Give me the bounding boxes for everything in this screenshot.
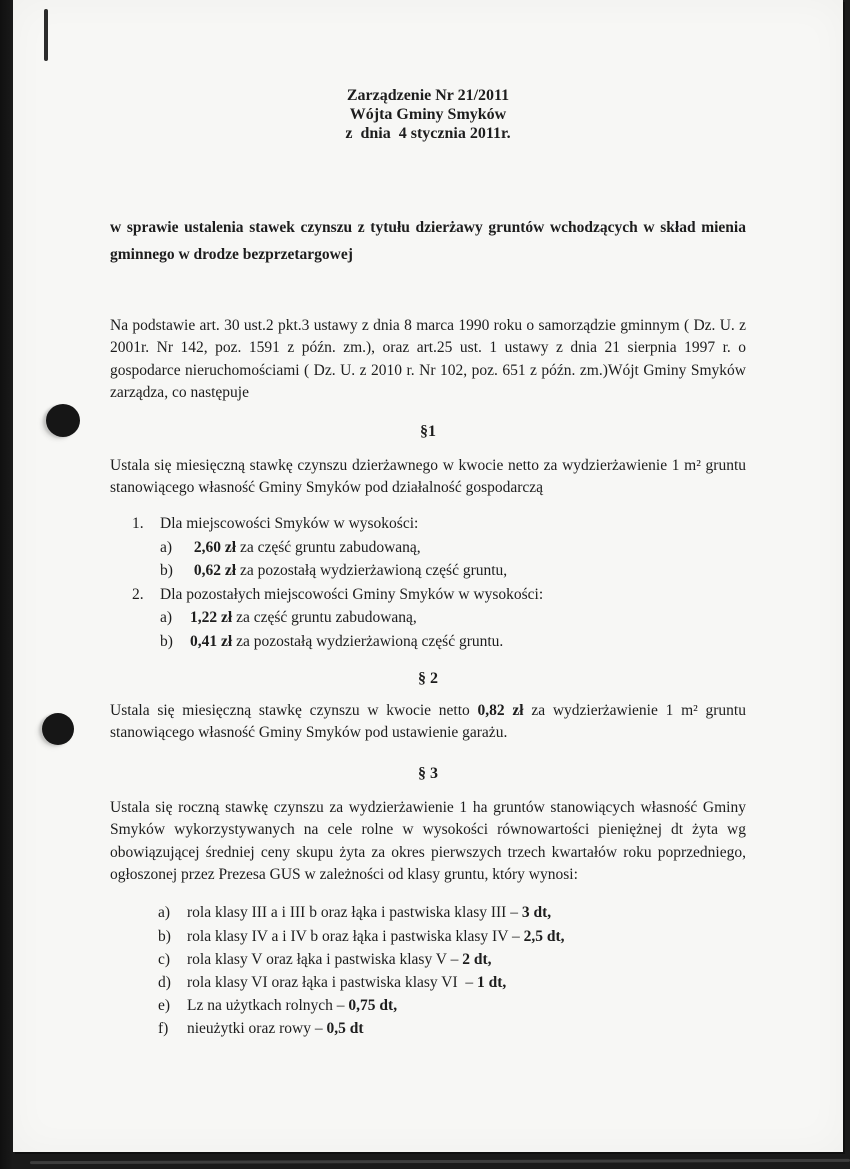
subject-paragraph: w sprawie ustalenia stawek czynszu z tytułu dzierżawy gruntów wchodzących w skład mienia gminnego w drodze bezprzetargowej (110, 219, 746, 263)
list-item-text: rola klasy IV a i IV b oraz łąka i pastwiska klasy IV – 2,5 dt, (187, 927, 565, 945)
list-item-text: nieużytki oraz rowy – 0,5 dt (187, 1020, 364, 1038)
list-subitem (160, 536, 746, 560)
list-item-text: Dla miejscowości Smyków w wysokości: (160, 515, 419, 533)
hole-punch-top (46, 404, 80, 437)
section-3-heading: § 3 (418, 765, 438, 783)
document-page (13, 0, 843, 1152)
list-item (158, 971, 746, 994)
title-line-2: Wójta Gminy Smyków (349, 106, 507, 123)
rate-value: 0,62 zł (190, 562, 237, 580)
list-item-label: b) (158, 927, 171, 945)
legal-basis-paragraph: Na podstawie art. 30 ust.2 pkt.3 ustawy z dnia 8 marca 1990 roku o samorządzie gminnym ( Dz. U. z 2001r. Nr 142, poz. 1591 z późn. zm.), oraz art.25 ust. 1 ustawy z dnia 21 sierpnia 1997 r. o gospodarce nieruchomościami ( Dz. U. z 2010 r. Nr 102, poz. 651 z późn. zm.)Wójt Gminy Smyków zarządza, co następuje (110, 317, 746, 401)
section-1-list (110, 512, 746, 653)
list-item (158, 1017, 746, 1040)
rate-value: 1 dt, (476, 973, 507, 991)
list-item (158, 948, 746, 971)
list-item (132, 512, 746, 536)
title-line-1: Zarządzenie Nr 21/2011 (346, 87, 510, 104)
list-item (158, 925, 746, 948)
list-item-label: b) (160, 632, 173, 650)
rate-value: 1,22 zł (190, 609, 233, 627)
list-item-label: e) (158, 997, 171, 1015)
section-1-heading: §1 (420, 423, 436, 441)
list-subitem (160, 559, 746, 583)
section-3-list (110, 901, 746, 1040)
list-item-label: a) (160, 609, 173, 627)
list-item (132, 583, 746, 607)
rate-value: 2 dt, (462, 950, 492, 968)
list-subitem (160, 630, 746, 654)
hole-punch-bottom (42, 713, 74, 745)
list-item-label: f) (158, 1020, 169, 1038)
rate-value: 0,41 zł (190, 632, 233, 650)
rate-value: 3 dt, (521, 904, 552, 922)
list-item-text: Dla pozostałych miejscowości Gminy Smyków w wysokości: (160, 585, 544, 603)
list-item-label: d) (158, 973, 171, 991)
section-1-intro: Ustala się miesięczną stawkę czynszu dzierżawnego w kwocie netto za wydzierżawienie 1 m² gruntu stanowiącego własność Gminy Smyków pod działalność gospodarczą (110, 457, 746, 497)
list-item-text: 0,62 zł za pozostałą wydzierżawioną część gruntu, (190, 562, 508, 580)
document-content (13, 0, 843, 1041)
list-item-label: 2. (132, 585, 144, 603)
scanner-edge-streak (30, 1159, 850, 1164)
list-item-text: 1,22 zł za część gruntu zabudowaną, (190, 609, 417, 627)
rate-value: 2,60 zł (190, 538, 237, 556)
list-item-label: c) (158, 950, 171, 968)
rate-value: 2,5 dt, (523, 927, 565, 945)
document-title (110, 86, 746, 143)
list-item-text: 2,60 zł za część gruntu zabudowaną, (190, 538, 421, 556)
list-item-label: b) (160, 562, 173, 580)
list-item-label: a) (158, 904, 171, 922)
section-3-intro: Ustala się roczną stawkę czynszu za wydzierżawienie 1 ha gruntów stanowiących własność Gminy Smyków wykorzystywanych na cele rolne w wysokości równowartości pieniężnej dt żyta wg obowiązującej średniej ceny skupu żyta za okres pierwszych trzech kwartałów roku poprzedniego, ogłoszonej przez Prezesa GUS w zależności od klasy gruntu, który wynosi: (110, 799, 746, 884)
list-item-text: rola klasy III a i III b oraz łąka i pastwiska klasy III – 3 dt, (187, 904, 552, 922)
rate-value: 0,5 dt (326, 1020, 364, 1038)
rate-value: 0,82 zł (477, 702, 524, 720)
list-item-text: rola klasy V oraz łąka i pastwiska klasy V – 2 dt, (187, 950, 492, 968)
list-item (158, 994, 746, 1017)
section-2-paragraph: Ustala się miesięczną stawkę czynszu w kwocie netto 0,82 zł za wydzierżawienie 1 m² gruntu stanowiącego własność Gminy Smyków pod ustawienie garażu. (110, 702, 746, 742)
list-item (158, 901, 746, 924)
rate-value: 0,75 dt, (348, 997, 398, 1015)
section-2-heading: § 2 (418, 670, 438, 688)
list-subitem (160, 606, 746, 630)
list-item-text: 0,41 zł za pozostałą wydzierżawioną część gruntu. (190, 632, 504, 650)
title-line-3: z dnia 4 stycznia 2011r. (345, 125, 511, 142)
list-item-label: a) (160, 538, 173, 556)
list-item-label: 1. (132, 515, 144, 533)
list-item-text: Lz na użytkach rolnych – 0,75 dt, (187, 997, 398, 1015)
list-item-text: rola klasy VI oraz łąka i pastwiska klasy VI – 1 dt, (187, 973, 507, 991)
